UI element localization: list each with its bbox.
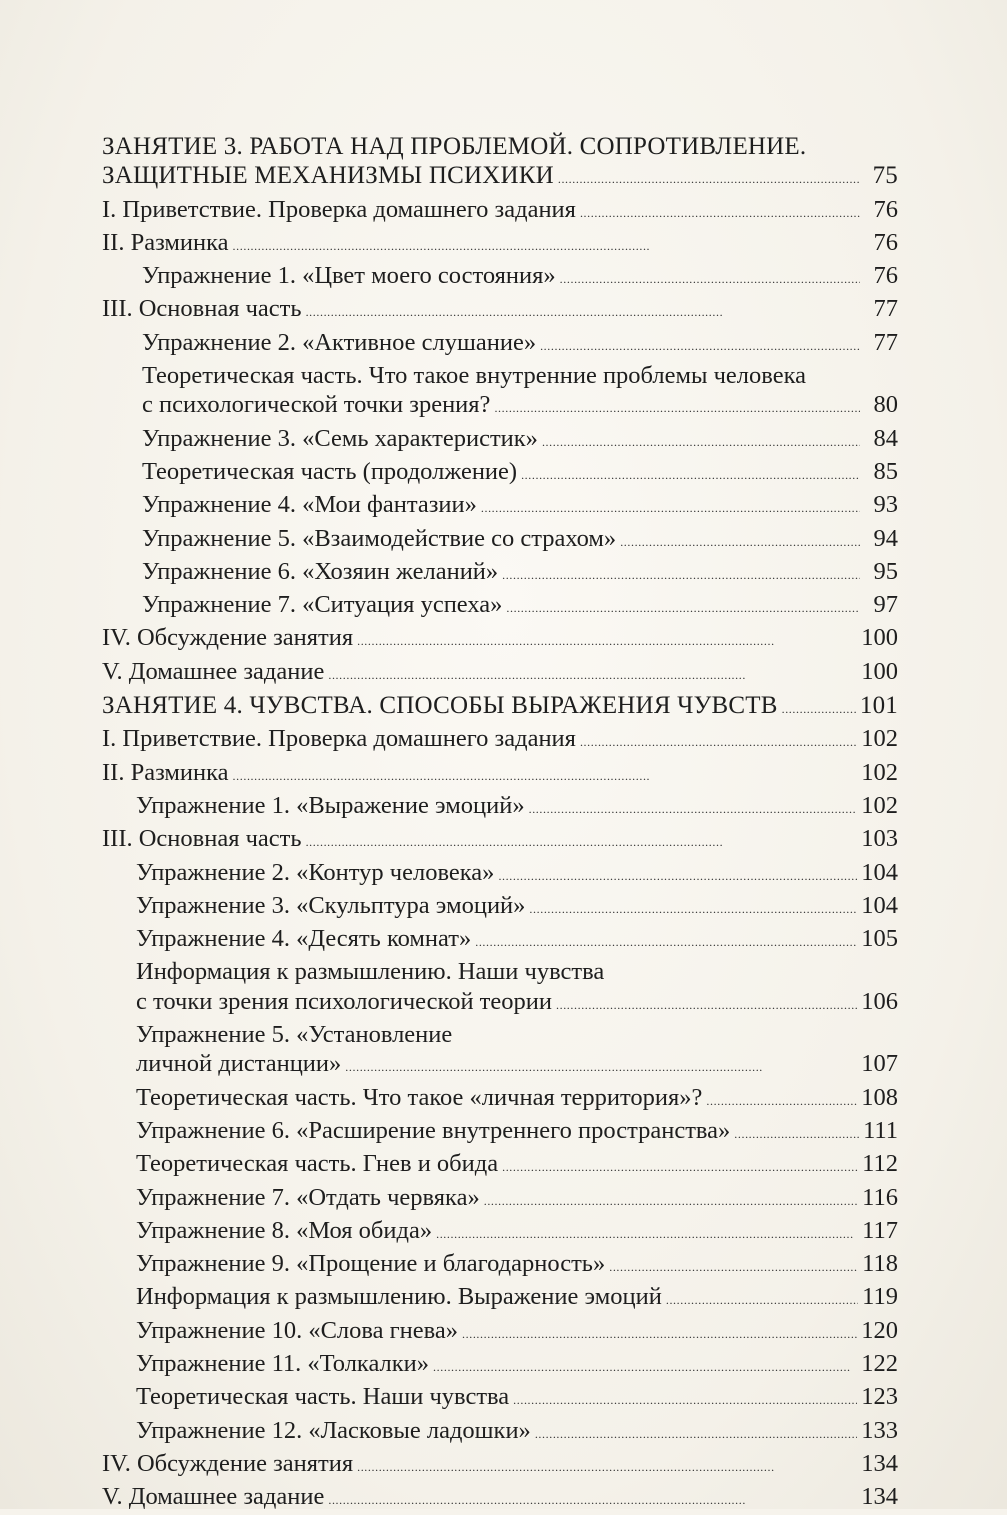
dot-leader	[462, 1316, 857, 1349]
toc-entry	[102, 1116, 898, 1149]
toc-entry-text: Упражнение 1. «Выражение эмоций»	[136, 791, 525, 819]
page-number: 134	[861, 1483, 898, 1511]
toc-entry-text: Упражнение 1. «Цвет моего состояния»	[142, 262, 556, 290]
page-number: 94	[873, 524, 898, 552]
dot-leader	[521, 457, 860, 490]
page-number: 117	[862, 1216, 898, 1244]
dot-leader	[306, 824, 858, 857]
dot-leader	[306, 294, 860, 327]
toc-entry-text: Упражнение 12. «Ласковые ладошки»	[136, 1416, 531, 1444]
dot-leader	[436, 1216, 858, 1249]
toc-entry	[102, 1083, 898, 1116]
toc-entry	[102, 1282, 898, 1315]
dot-leader	[433, 1349, 857, 1382]
page-number: 77	[873, 295, 898, 323]
toc-entry	[102, 557, 898, 590]
page-number: 107	[861, 1050, 898, 1078]
toc-entry	[102, 195, 898, 228]
dot-leader	[580, 195, 860, 228]
dot-leader	[782, 691, 856, 724]
toc-entry	[102, 490, 898, 523]
page-number: 108	[861, 1083, 898, 1111]
toc-entry-text: Информация к размышлению. Наши чувства	[136, 958, 605, 986]
page-number: 119	[862, 1283, 898, 1311]
toc-entry-text: Упражнение 2. «Контур человека»	[136, 858, 495, 886]
toc-entry	[102, 1149, 898, 1182]
toc-entry-text: IV. Обсуждение занятия	[102, 624, 354, 652]
page-number: 120	[861, 1316, 898, 1344]
toc-entry	[102, 228, 898, 261]
dot-leader	[620, 524, 860, 557]
page-number: 80	[873, 391, 898, 419]
toc-entry-text: V. Домашнее задание	[102, 657, 325, 685]
toc-entry-text: Упражнение 8. «Моя обида»	[136, 1216, 433, 1244]
dot-leader	[481, 490, 860, 523]
table-of-contents	[102, 132, 898, 1515]
toc-entry-text: Упражнение 5. «Взаимодействие со страхом»	[142, 524, 617, 552]
toc-entry	[102, 328, 898, 361]
toc-entry-text: IV. Обсуждение занятия	[102, 1449, 354, 1477]
toc-entry-text: Упражнение 2. «Активное слушание»	[142, 328, 537, 356]
toc-entry	[102, 524, 898, 557]
page-number: 75	[872, 162, 898, 190]
dot-leader	[513, 1382, 857, 1415]
dot-leader	[328, 1482, 857, 1515]
page-number: 116	[862, 1183, 898, 1211]
dot-leader	[556, 987, 857, 1020]
page-number: 100	[861, 657, 898, 685]
toc-entry	[102, 858, 898, 891]
dot-leader	[494, 390, 860, 423]
page-number: 101	[859, 692, 898, 720]
toc-entry-text: с точки зрения психологической теории	[136, 987, 552, 1015]
page-number: 104	[861, 891, 898, 919]
toc-entry	[102, 987, 898, 1020]
dot-leader	[506, 590, 860, 623]
toc-entry-text: III. Основная часть	[102, 295, 302, 323]
lesson4-title	[102, 691, 898, 724]
toc-entry-text: Упражнение 4. «Мои фантазии»	[142, 491, 477, 519]
toc-entry-text: Упражнение 5. «Установление	[136, 1021, 453, 1049]
page-number: 105	[861, 925, 898, 953]
dot-leader	[558, 161, 860, 194]
toc-entry-text: I. Приветствие. Проверка домашнего задания	[102, 725, 576, 753]
page-number: 100	[861, 624, 898, 652]
page-number: 95	[873, 557, 898, 585]
toc-entry	[102, 261, 898, 294]
toc-entry-text: Теоретическая часть. Гнев и обида	[136, 1150, 499, 1178]
toc-entry-text: Информация к размышлению. Выражение эмоций	[136, 1283, 662, 1311]
dot-leader	[233, 758, 858, 791]
dot-leader	[666, 1282, 858, 1315]
page-number: 112	[862, 1150, 898, 1178]
page-number: 77	[873, 328, 898, 356]
toc-entry-text: Упражнение 6. «Хозяин желаний»	[142, 557, 499, 585]
dot-leader	[580, 724, 857, 757]
page-number: 134	[861, 1449, 898, 1477]
toc-entry-text: Упражнение 9. «Прощение и благодарность»	[136, 1250, 606, 1278]
toc-entry	[102, 1183, 898, 1216]
toc-entry	[102, 657, 898, 690]
page-number: 97	[873, 591, 898, 619]
dot-leader	[535, 1416, 857, 1449]
toc-entry-text: с психологической точки зрения?	[142, 391, 491, 419]
toc-entry	[102, 1449, 898, 1482]
toc-entry	[102, 1349, 898, 1382]
dot-leader	[475, 924, 857, 957]
dot-leader	[609, 1249, 858, 1282]
toc-entry-text: Теоретическая часть. Что такое «личная территория»?	[136, 1083, 703, 1111]
toc-entry	[102, 1382, 898, 1415]
toc-entry	[102, 1216, 898, 1249]
page-number: 118	[862, 1250, 898, 1278]
toc-entry	[102, 424, 898, 457]
dot-leader	[502, 557, 860, 590]
toc-entry-text: III. Основная часть	[102, 825, 302, 853]
toc-entry	[102, 758, 898, 791]
toc-entry	[102, 1249, 898, 1282]
dot-leader	[529, 891, 857, 924]
page-number: 93	[873, 491, 898, 519]
page-number: 84	[873, 424, 898, 452]
lesson3-title-line1: ЗАНЯТИЕ 3. РАБОТА НАД ПРОБЛЕМОЙ. СОПРОТИВЛЕНИЕ.	[102, 133, 807, 160]
toc-entry	[102, 791, 898, 824]
toc-entry-text: I. Приветствие. Проверка домашнего задания	[102, 195, 576, 223]
toc-entry-text: ЗАЩИТНЫЕ МЕХАНИЗМЫ ПСИХИКИ	[102, 162, 554, 190]
dot-leader	[498, 858, 857, 891]
dot-leader	[357, 623, 857, 656]
toc-entry	[102, 824, 898, 857]
dot-leader	[540, 328, 860, 361]
toc-entry	[102, 457, 898, 490]
page-number: 102	[861, 725, 898, 753]
dot-leader	[484, 1183, 858, 1216]
toc-entry-text: Упражнение 3. «Скульптура эмоций»	[136, 891, 526, 919]
toc-entry-text: Теоретическая часть (продолжение)	[142, 457, 518, 485]
toc-entry-text: Упражнение 11. «Толкалки»	[136, 1349, 430, 1377]
toc-entry	[102, 724, 898, 757]
page-number: 76	[873, 195, 898, 223]
dot-leader	[357, 1449, 857, 1482]
page-number: 106	[861, 987, 898, 1015]
toc-entry	[102, 1316, 898, 1349]
toc-entry-text: личной дистанции»	[136, 1050, 342, 1078]
toc-entry	[102, 891, 898, 924]
dot-leader	[529, 791, 858, 824]
toc-entry-text: Упражнение 4. «Десять комнат»	[136, 925, 472, 953]
dot-leader	[502, 1149, 858, 1182]
page-number: 104	[861, 858, 898, 886]
page-number: 76	[873, 262, 898, 290]
toc-entry-text: Упражнение 10. «Слова гнева»	[136, 1316, 459, 1344]
page-number: 102	[861, 758, 898, 786]
toc-entry	[102, 1482, 898, 1515]
lesson3-title-line2	[102, 161, 898, 194]
toc-entry-text: Теоретическая часть. Что такое внутренние проблемы человека	[142, 362, 806, 390]
dot-leader	[706, 1083, 857, 1116]
toc-entry	[102, 590, 898, 623]
toc-entry-text: II. Разминка	[102, 758, 229, 786]
page-number: 103	[861, 825, 898, 853]
toc-entry-text: Упражнение 7. «Ситуация успеха»	[142, 591, 503, 619]
page-number: 122	[861, 1349, 898, 1377]
toc-entry	[102, 924, 898, 957]
dot-leader	[328, 657, 857, 690]
dot-leader	[345, 1049, 857, 1082]
toc-entry-text: ЗАНЯТИЕ 4. ЧУВСТВА. СПОСОБЫ ВЫРАЖЕНИЯ ЧУВСТВ	[102, 692, 778, 720]
toc-entry	[102, 1416, 898, 1449]
toc-entry	[102, 294, 898, 327]
page-number: 133	[861, 1416, 898, 1444]
page-number: 111	[863, 1116, 898, 1144]
page-number: 102	[861, 791, 898, 819]
toc-entry	[102, 1049, 898, 1082]
toc-entry-text: Упражнение 7. «Отдать червяка»	[136, 1183, 480, 1211]
toc-entry-text: II. Разминка	[102, 228, 229, 256]
dot-leader	[560, 261, 860, 294]
dot-leader	[734, 1116, 859, 1149]
toc-entry	[102, 623, 898, 656]
toc-entry	[102, 390, 898, 423]
toc-entry-text: Упражнение 3. «Семь характеристик»	[142, 424, 538, 452]
toc-entry-text: Теоретическая часть. Наши чувства	[136, 1383, 510, 1411]
dot-leader	[542, 424, 860, 457]
toc-entry-text: Упражнение 6. «Расширение внутреннего пространства»	[136, 1116, 731, 1144]
page-number: 76	[873, 228, 898, 256]
toc-entry-text: V. Домашнее задание	[102, 1483, 325, 1511]
page-number: 123	[861, 1383, 898, 1411]
dot-leader	[233, 228, 860, 261]
page-number: 85	[873, 457, 898, 485]
